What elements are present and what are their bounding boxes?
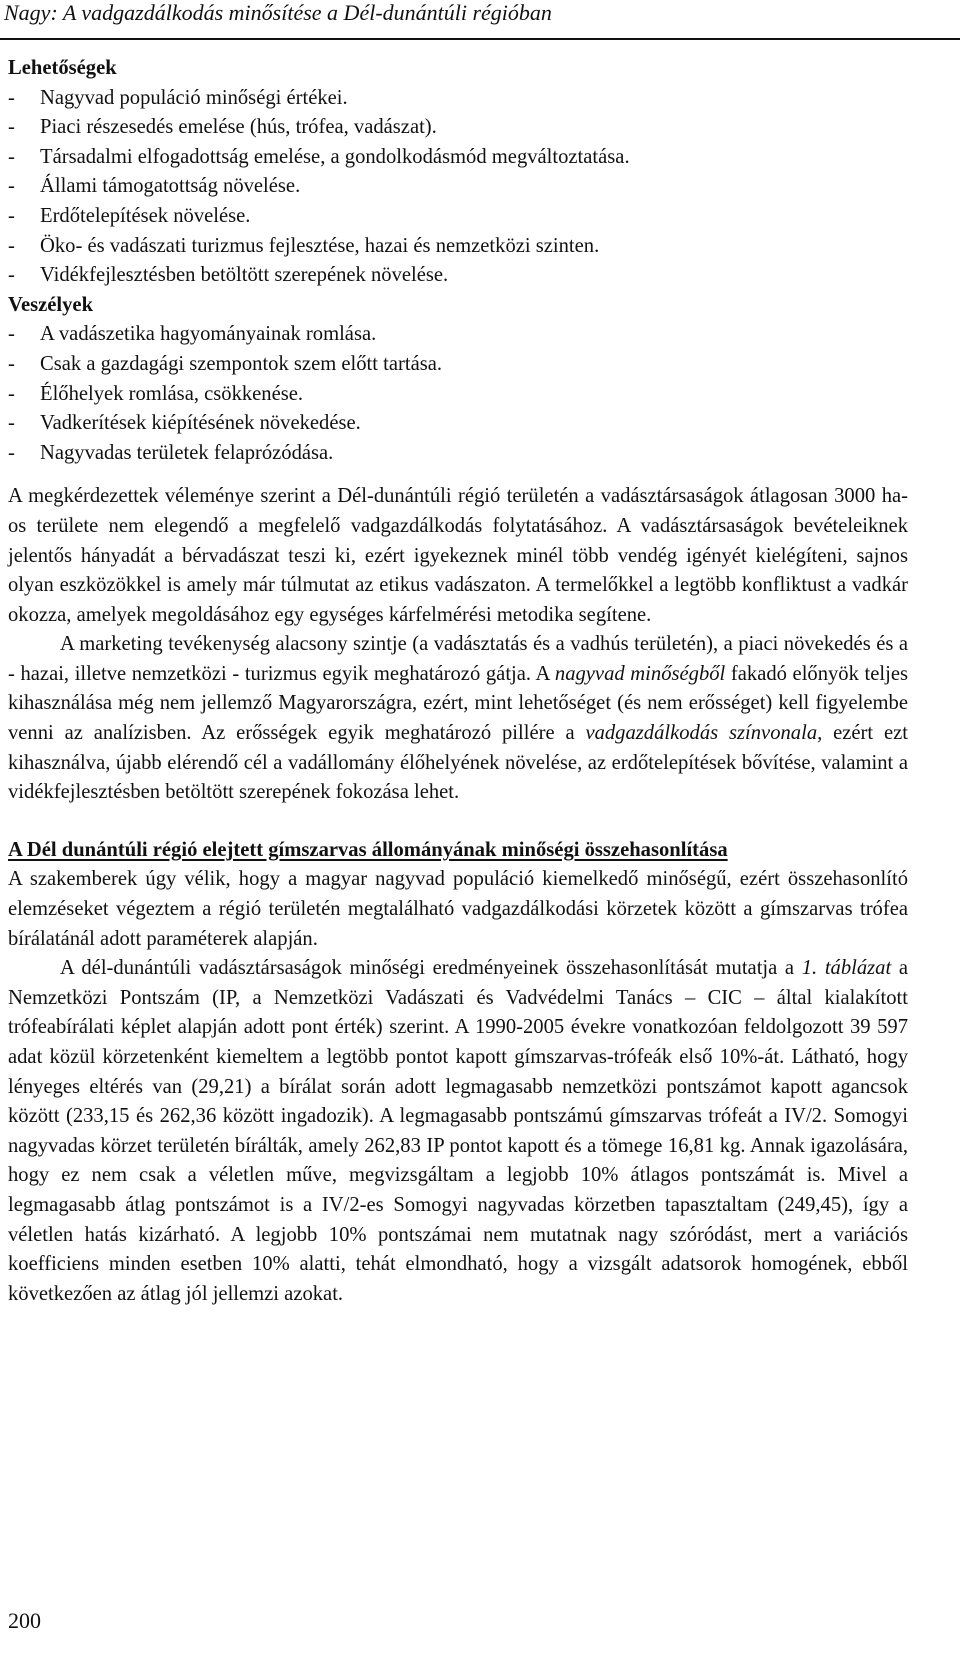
list-item: - Nagyvadas területek felaprózódása. (8, 441, 334, 464)
page-content (8, 54, 908, 1309)
list-item: - Élőhelyek romlása, csökkenése. (8, 382, 304, 405)
threats-list (8, 320, 908, 468)
running-header: Nagy: A vadgazdálkodás minősítése a Dél-dunántúli régióban (4, 0, 552, 25)
list-item: - Öko- és vadászati turizmus fejlesztése, hazai és nemzetközi szinten. (8, 234, 600, 257)
list-item: - Piaci részesedés emelése (hús, trófea, vadászat). (8, 116, 437, 139)
paragraph-experts: A szakemberek úgy vélik, hogy a magyar nagyvad populáció kiemelkedő minőségű, ezért összehasonlító elemzéseket végeztem a régió területén megtalálható vadgazdálkodási körzetek között a gímszarvas trófea bírálatánál adott paraméterek alapján. (8, 868, 908, 950)
list-item: - Erdőtelepítések növelése. (8, 204, 251, 227)
header-rule (0, 38, 960, 40)
list-item: - Nagyvad populáció minőségi értékei. (8, 86, 348, 109)
threats-heading: Veszélyek (8, 293, 94, 316)
list-item: - Társadalmi elfogadottság emelése, a gondolkodásmód megváltoztatása. (8, 145, 630, 168)
list-item: - Vidékfejlesztésben betöltött szerepének növelése. (8, 264, 449, 287)
section-heading: A Dél dunántúli régió elejtett gímszarvas állományának minőségi összehasonlítása (8, 838, 728, 861)
paragraph-marketing: A marketing tevékenység alacsony szintje (a vadásztatás és a vadhús területén), a piaci növekedés és a - hazai, illetve nemzetközi - turizmus egyik meghatározó gátja. A nagyvad minőségből fakadó előnyök teljes kihasználása még nem jellemző Magyarországra, ezért, mint lehetőséget (és nem erősséget) kell figyelembe venni az analízisben. Az erősségek egyik meghatározó pillére a vadgazdálkodás színvonala, ezért ezt kihasználva, újabb elérendő cél a vadállomány élőhelyének növelése, az erdőtelepítések bővítése, valamint a vidékfejlesztésben betöltött szerepének fokozása lehet. (8, 633, 908, 804)
page-number: 200 (8, 1608, 41, 1633)
paragraph-conclusion: A megkérdezettek véleménye szerint a Dél-dunántúli régió területén a vadásztársaságok átlagosan 3000 ha-os területe nem elegendő a megfelelő vadgazdálkodás folytatásához. A vadásztársaságok bevételeiknek jelentős hányadát a bérvadászat teszi ki, ezért igyekeznek minél több vendég igényét kielégíteni, sajnos olyan eszközökkel is amely már túlmutat az etikus vadászaton. A termelőkkel a legtöbb konfliktust a vadkár okozza, amelyek megoldásához egy egységes kárfelmérési metodika segítene. (8, 485, 908, 626)
list-item: - Állami támogatottság növelése. (8, 175, 301, 198)
list-item: - A vadászetika hagyományainak romlása. (8, 323, 377, 346)
list-item: - Csak a gazdagági szempontok szem előtt tartása. (8, 352, 443, 375)
opportunities-heading: Lehetőségek (8, 57, 117, 79)
paragraph-comparison: A dél-dunántúli vadásztársaságok minőségi eredményeinek összehasonlítását mutatja a 1. táblázat a Nemzetközi Pontszám (IP, a Nemzetközi Vadászati és Vadvédelmi Tanács – CIC – által kialakított trófeabírálati képlet alapján adott pont érték) szerint. A 1990-2005 évekre vonatkozóan feldolgozott 39 597 adat közül körzetenként kiemeltem a legtöbb pontot kapott gímszarvas-trófeák első 10%-át. Látható, hogy lényeges eltérés van (29,21) a bírálat során adott legmagasabb nemzetközi pontszámot kapott agancsok között (233,15 és 262,36 között ingadozik). A legmagasabb pontszámú gímszarvas trófeát a IV/2. Somogyi nagyvadas körzet területén bírálták, amely 262,83 IP pontot kapott és a tömege 16,81 kg. Annak igazolására, hogy ez nem csak a véletlen műve, megvizsgáltam a legjobb 10% átlagos pontszámát is. Mivel a legmagasabb átlag pontszámot is a IV/2-es Somogyi nagyvadas körzetben tapasztaltam (249,45), így a véletlen hatás kizárható. A legjobb 10% pontszámai nem mutatnak nagy szóródást, mert a variációs koefficiens minden esetben 10% alatti, tehát elmondható, hogy a vizsgált adatsorok homogének, ebből következően az átlag jól jellemzi azokat. (8, 957, 908, 1305)
list-item: - Vadkerítések kiépítésének növekedése. (8, 412, 361, 435)
opportunities-list (8, 84, 908, 291)
